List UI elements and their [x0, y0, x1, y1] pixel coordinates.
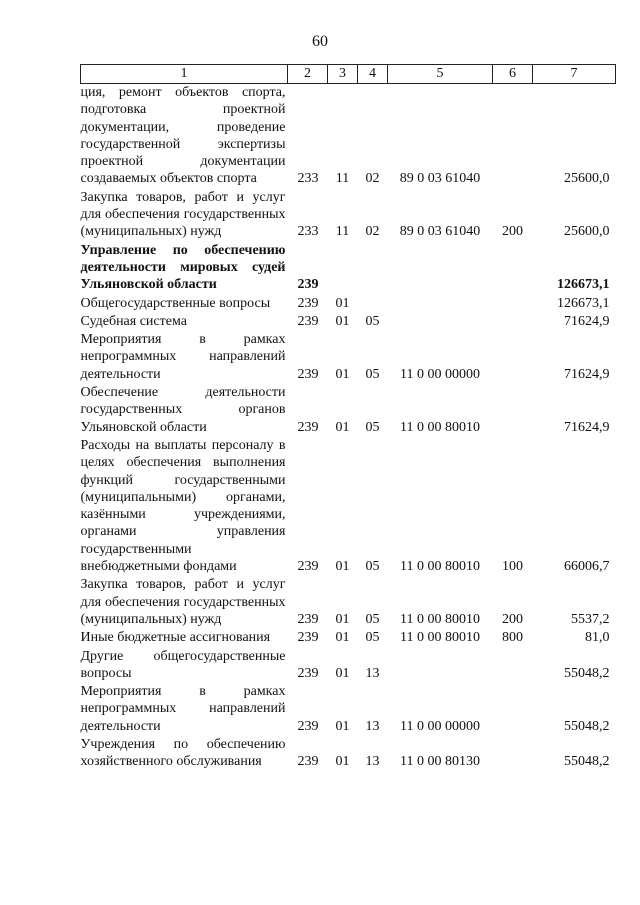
row-target-article: 11 0 00 80130: [400, 754, 480, 770]
column-number-header: [81, 65, 616, 84]
table-row: [81, 629, 616, 647]
row-amount: 5537,2: [571, 611, 610, 627]
row-description: Закупка товаров, работ и услуг для обеспечения государственных (муниципальных) нужд: [80, 189, 286, 240]
row-description: ция, ремонт объектов спорта, подготовка проектной документации, проведение государственной экспертизы проектной документации создаваемых объектов спорта: [80, 85, 286, 187]
row-target-article: 11 0 00 00000: [400, 366, 480, 382]
row-expense-type: 200: [502, 224, 523, 240]
row-description: Общегосударственные вопросы: [80, 295, 271, 311]
table-body: [81, 84, 616, 772]
table-row: [81, 437, 616, 576]
table-row: [81, 384, 616, 437]
table-row: [81, 295, 616, 313]
table-row: [81, 683, 616, 736]
row-expense-type: [493, 242, 533, 295]
column-header: 5: [388, 65, 493, 84]
row-section-code: 01: [335, 295, 350, 311]
row-description: Закупка товаров, работ и услуг для обеспечения государственных (муниципальных) нужд: [80, 577, 286, 627]
row-ministry-code: 239: [297, 559, 319, 575]
row-expense-type: 100: [502, 559, 523, 575]
row-description: Учреждения по обеспечению хозяйственного обслуживания: [80, 736, 286, 770]
row-subsection-code: 05: [365, 366, 380, 382]
row-description: Расходы на выплаты персоналу в целях обеспечения выполнения функций государственными (муниципальными) органами, казёнными учреждениями, органами управления государственными внебюджетными фондами: [80, 437, 286, 575]
row-expense-type: 200: [502, 611, 523, 627]
table-row: [81, 648, 616, 684]
row-expense-type: 800: [502, 630, 523, 646]
row-section-code: 01: [335, 611, 350, 627]
row-ministry-code: 239: [297, 665, 319, 681]
column-header: 2: [288, 65, 328, 84]
row-target-article: 89 0 03 61040: [399, 224, 481, 240]
row-expense-type: [493, 736, 533, 772]
row-description: Судебная система: [80, 313, 187, 329]
row-section-code: 01: [335, 559, 350, 575]
row-target-article: 11 0 00 80010: [400, 419, 480, 435]
row-target-article: 11 0 00 00000: [400, 718, 480, 734]
row-amount: 126673,1: [557, 277, 610, 293]
row-expense-type: [493, 384, 533, 437]
row-amount: 25600,0: [564, 224, 610, 240]
row-description: Управление по обеспечению деятельности мировых судей Ульяновской области: [80, 242, 286, 293]
row-section-code: 01: [335, 754, 350, 770]
row-description: Мероприятия в рамках непрограммных направлений деятельности: [80, 684, 286, 734]
table-row: [81, 331, 616, 384]
row-section-code: 01: [335, 313, 350, 329]
row-amount: 81,0: [585, 630, 610, 646]
row-section-code: 01: [335, 630, 350, 646]
row-subsection-code: 13: [365, 718, 380, 734]
row-ministry-code: 239: [297, 366, 319, 382]
row-subsection-code: 13: [365, 754, 380, 770]
row-amount: 25600,0: [564, 171, 610, 187]
row-target-article: 89 0 03 61040: [399, 171, 481, 187]
table-row: [81, 736, 616, 772]
row-section-code: 11: [335, 224, 350, 240]
row-subsection-code: [358, 242, 388, 295]
row-subsection-code: 05: [365, 419, 380, 435]
row-expense-type: [493, 683, 533, 736]
row-subsection-code: 05: [365, 313, 380, 329]
row-amount: 66006,7: [564, 559, 610, 575]
page-number: 60: [312, 33, 328, 50]
row-expense-type: [493, 84, 533, 189]
row-amount: 126673,1: [557, 295, 610, 311]
row-target-article: 11 0 00 80010: [400, 630, 480, 646]
row-section-code: [328, 242, 358, 295]
row-amount: 55048,2: [564, 718, 610, 734]
row-ministry-code: 239: [297, 718, 319, 734]
row-expense-type: [493, 331, 533, 384]
row-subsection-code: 05: [365, 611, 380, 627]
column-header: 4: [358, 65, 388, 84]
row-amount: 71624,9: [564, 419, 610, 435]
row-ministry-code: 239: [297, 611, 319, 627]
table-row: [81, 313, 616, 331]
row-subsection-code: 05: [365, 630, 380, 646]
table-row: [81, 84, 616, 189]
row-ministry-code: 239: [297, 754, 319, 770]
row-subsection-code: 13: [365, 665, 380, 681]
budget-table: [80, 64, 616, 772]
row-amount: 71624,9: [564, 313, 610, 329]
row-section-code: 01: [335, 665, 350, 681]
table-row: [81, 242, 616, 295]
row-ministry-code: 239: [297, 295, 319, 311]
row-target-article: [388, 295, 493, 313]
row-target-article: 11 0 00 80010: [400, 611, 480, 627]
row-section-code: 01: [335, 366, 350, 382]
column-header: 7: [533, 65, 616, 84]
column-header: 1: [81, 65, 288, 84]
row-ministry-code: 239: [297, 419, 319, 435]
column-header: 6: [493, 65, 533, 84]
row-section-code: 01: [335, 718, 350, 734]
row-ministry-code: 239: [297, 630, 319, 646]
row-subsection-code: 02: [365, 171, 380, 187]
row-expense-type: [493, 648, 533, 684]
row-subsection-code: 02: [365, 224, 380, 240]
row-expense-type: [493, 313, 533, 331]
row-description: Мероприятия в рамках непрограммных направлений деятельности: [80, 332, 286, 382]
row-amount: 55048,2: [564, 754, 610, 770]
row-description: Обеспечение деятельности государственных органов Ульяновской области: [80, 385, 286, 435]
row-ministry-code: 239: [297, 277, 319, 293]
row-target-article: [388, 242, 493, 295]
row-expense-type: [493, 295, 533, 313]
row-amount: 71624,9: [564, 366, 610, 382]
row-section-code: 11: [335, 171, 350, 187]
table-row: [81, 189, 616, 242]
row-description: Иные бюджетные ассигнования: [80, 630, 271, 646]
row-amount: 55048,2: [564, 665, 610, 681]
row-target-article: 11 0 00 80010: [400, 559, 480, 575]
column-header: 3: [328, 65, 358, 84]
table-row: [81, 576, 616, 629]
row-description: Другие общегосударственные вопросы: [80, 648, 286, 681]
row-ministry-code: 239: [297, 313, 319, 329]
row-ministry-code: 233: [297, 171, 319, 187]
row-ministry-code: 233: [297, 224, 319, 240]
row-target-article: [388, 313, 493, 331]
row-subsection-code: 05: [365, 559, 380, 575]
row-target-article: [388, 648, 493, 684]
row-section-code: 01: [335, 419, 350, 435]
row-subsection-code: [358, 295, 388, 313]
